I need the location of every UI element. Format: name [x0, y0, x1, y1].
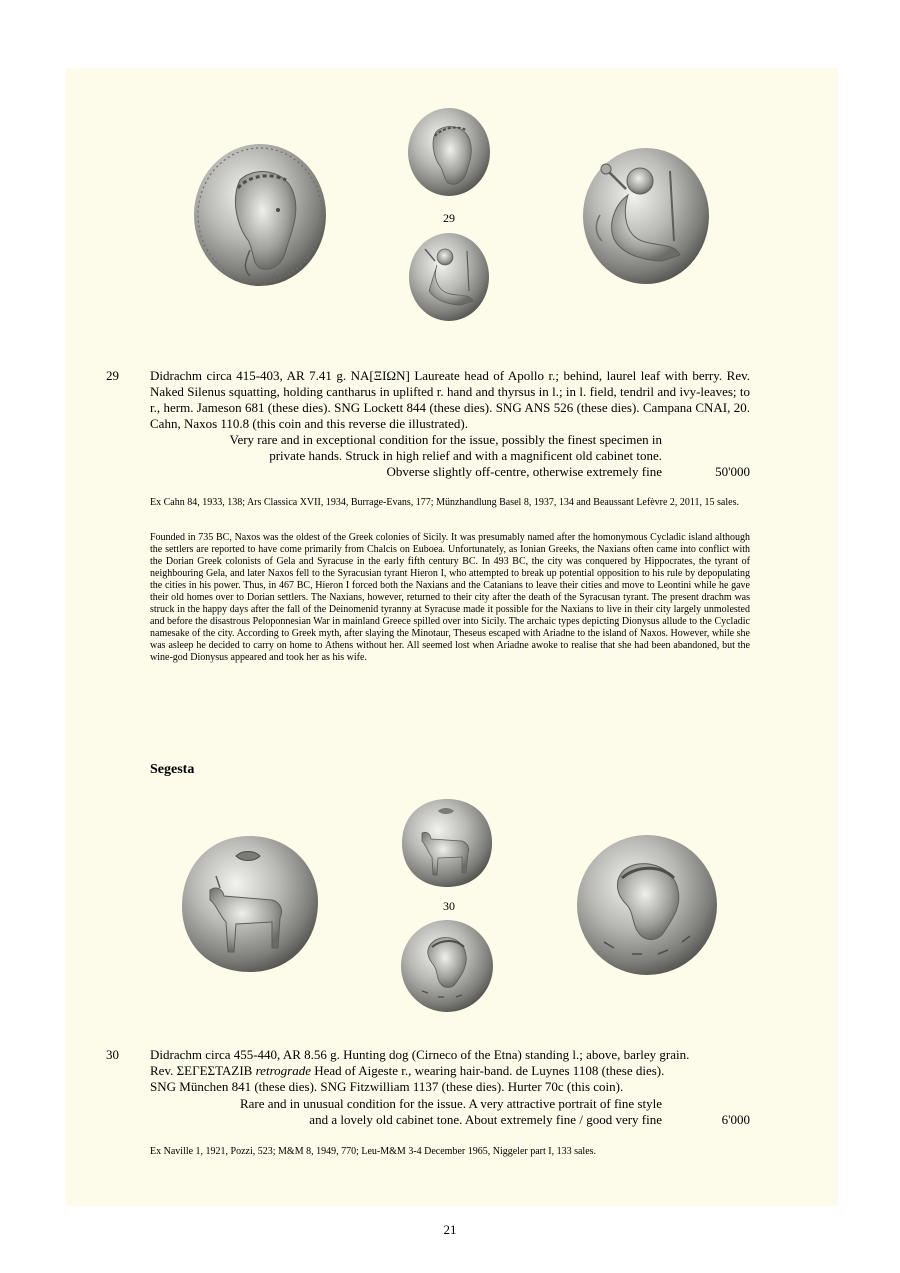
lot-description-30 [150, 1047, 750, 1095]
lot-description-30-rev: Rev. ΣΕΓΕΣΤΑΖΙΒ [150, 1063, 253, 1078]
coin-segesta-reverse-small [398, 917, 496, 1015]
coin-segesta-obverse-small [398, 795, 496, 891]
lot-remark-29-line1: Very rare and in exceptional condition for the issue, possibly the finest specimen in [229, 432, 662, 447]
lot-provenance-30: Ex Naville 1, 1921, Pozzi, 523; M&M 8, 1949, 770; Leu-M&M 3-4 December 1965, Niggeler part I, 133 sales. [150, 1146, 597, 1157]
lot-price-29: 50'000 [715, 464, 750, 479]
lot-description-30-line1: Didrachm circa 455-440, AR 8.56 g. Hunting dog (Cirneco of the Etna) standing l.; above, barley grain. [150, 1047, 690, 1062]
coin-naxos-obverse-large [190, 140, 330, 290]
lot-description-30-line3: SNG München 841 (these dies). SNG Fitzwilliam 1137 (these dies). Hurter 70c (this coin). [150, 1079, 624, 1094]
lot-historical-note-29: Founded in 735 BC, Naxos was the oldest of the Greek colonies of Sicily. It was presumably named after the homonymous Cycladic island although the settlers are reported to have come primarily from Chalcis on Euboea. Unfortunately, as Ionian Greeks, the Naxians often came into conflict with the Dorian Greek colonists of Gela and Syracuse in the early fifth century BC. In 493 BC, the city was conquered by Hippocrates, the tyrant of neighbouring Gela, and later Naxos fell to the Syracusian tyrant Hieron I, who attempted to break up potential opposition to his rule by depopulating the cities in his power. Thus, in 467 BC, Hieron I forced both the Naxians and the Catanians to leave their cities and move to Leontini while he gave their old homes over to Dorian settlers. The Naxians, however, returned to their city after the death of the Syracusan tyrant. The present drachm was struck in the happy days after the fall of the Deinomenid tyranny at Syracuse made it possible for the Naxians to live in their city largely unmolested and before the disastrous Peloponnesian War in mainland Greece spilled over into Sicily. The archaic types depicting Dionysus allude to the Cycladic namesake of the city. According to Greek myth, after slaying the Minotaur, Theseus escaped with Ariadne to the island of Naxos. However, while she was asleep he decided to carry on home to Athens without her. All seemed lost when Ariadne awoke to realise that she had been abandoned, but the wine-god Dionysus appeared and took her as his wife. [150, 532, 750, 663]
lot-number-30: 30 [106, 1047, 119, 1062]
coin-naxos-reverse-large [580, 145, 712, 287]
lot-remark-30-line1: Rare and in unusual condition for the issue. A very attractive portrait of fine style [239, 1096, 662, 1111]
page-number: 21 [443, 1222, 457, 1237]
coin-segesta-obverse-large [176, 830, 324, 978]
figure-number-30: 30 [443, 899, 455, 913]
lot-remark-30-line2: and a lovely old cabinet tone. About extremely fine / good very fine [309, 1112, 662, 1127]
lot-description-29: Didrachm circa 415-403, AR 7.41 g. ΝΑ[ΞΙΩΝ] Laureate head of Apollo r.; behind, laurel leaf with berry. Rev. Naked Silenus squatting, holding cantharus in uplifted r. hand and thyrsus in l.; in l. field, tendril and ivy-leaves; to r., herm. Jameson 681 (these dies). SNG Lockett 844 (these dies). SNG ANS 526 (these dies). Campana CNAI, 20. Cahn, Naxos 110.8 (this coin and this reverse die illustrated). [150, 368, 750, 431]
lot-provenance-29: Ex Cahn 84, 1933, 138; Ars Classica XVII, 1934, Burrage-Evans, 177; Münzhandlung Basel 8, 1937, 134 and Beaussant Lefèvre 2, 2011, 15 sales. [150, 497, 739, 508]
lot-remark-29-line3: Obverse slightly off-centre, otherwise extremely fine [386, 464, 662, 479]
lot-price-30: 6'000 [721, 1112, 750, 1127]
coin-naxos-obverse-small [406, 106, 492, 198]
coin-naxos-reverse-small [407, 231, 491, 323]
lot-number-29: 29 [106, 368, 119, 383]
coin-segesta-reverse-large [574, 832, 720, 978]
lot-remark-29-line2: private hands. Struck in high relief and with a magnificent old cabinet tone. [269, 448, 662, 463]
figure-number-29: 29 [443, 211, 455, 225]
lot-description-30-retrograde: retrograde [255, 1063, 311, 1078]
section-heading-segesta: Segesta [150, 762, 195, 777]
lot-description-30-line2 [150, 1063, 750, 1079]
lot-description-30-rev-detail: Head of Aigeste r., wearing hair-band. de Luynes 1108 (these dies). [314, 1063, 665, 1078]
